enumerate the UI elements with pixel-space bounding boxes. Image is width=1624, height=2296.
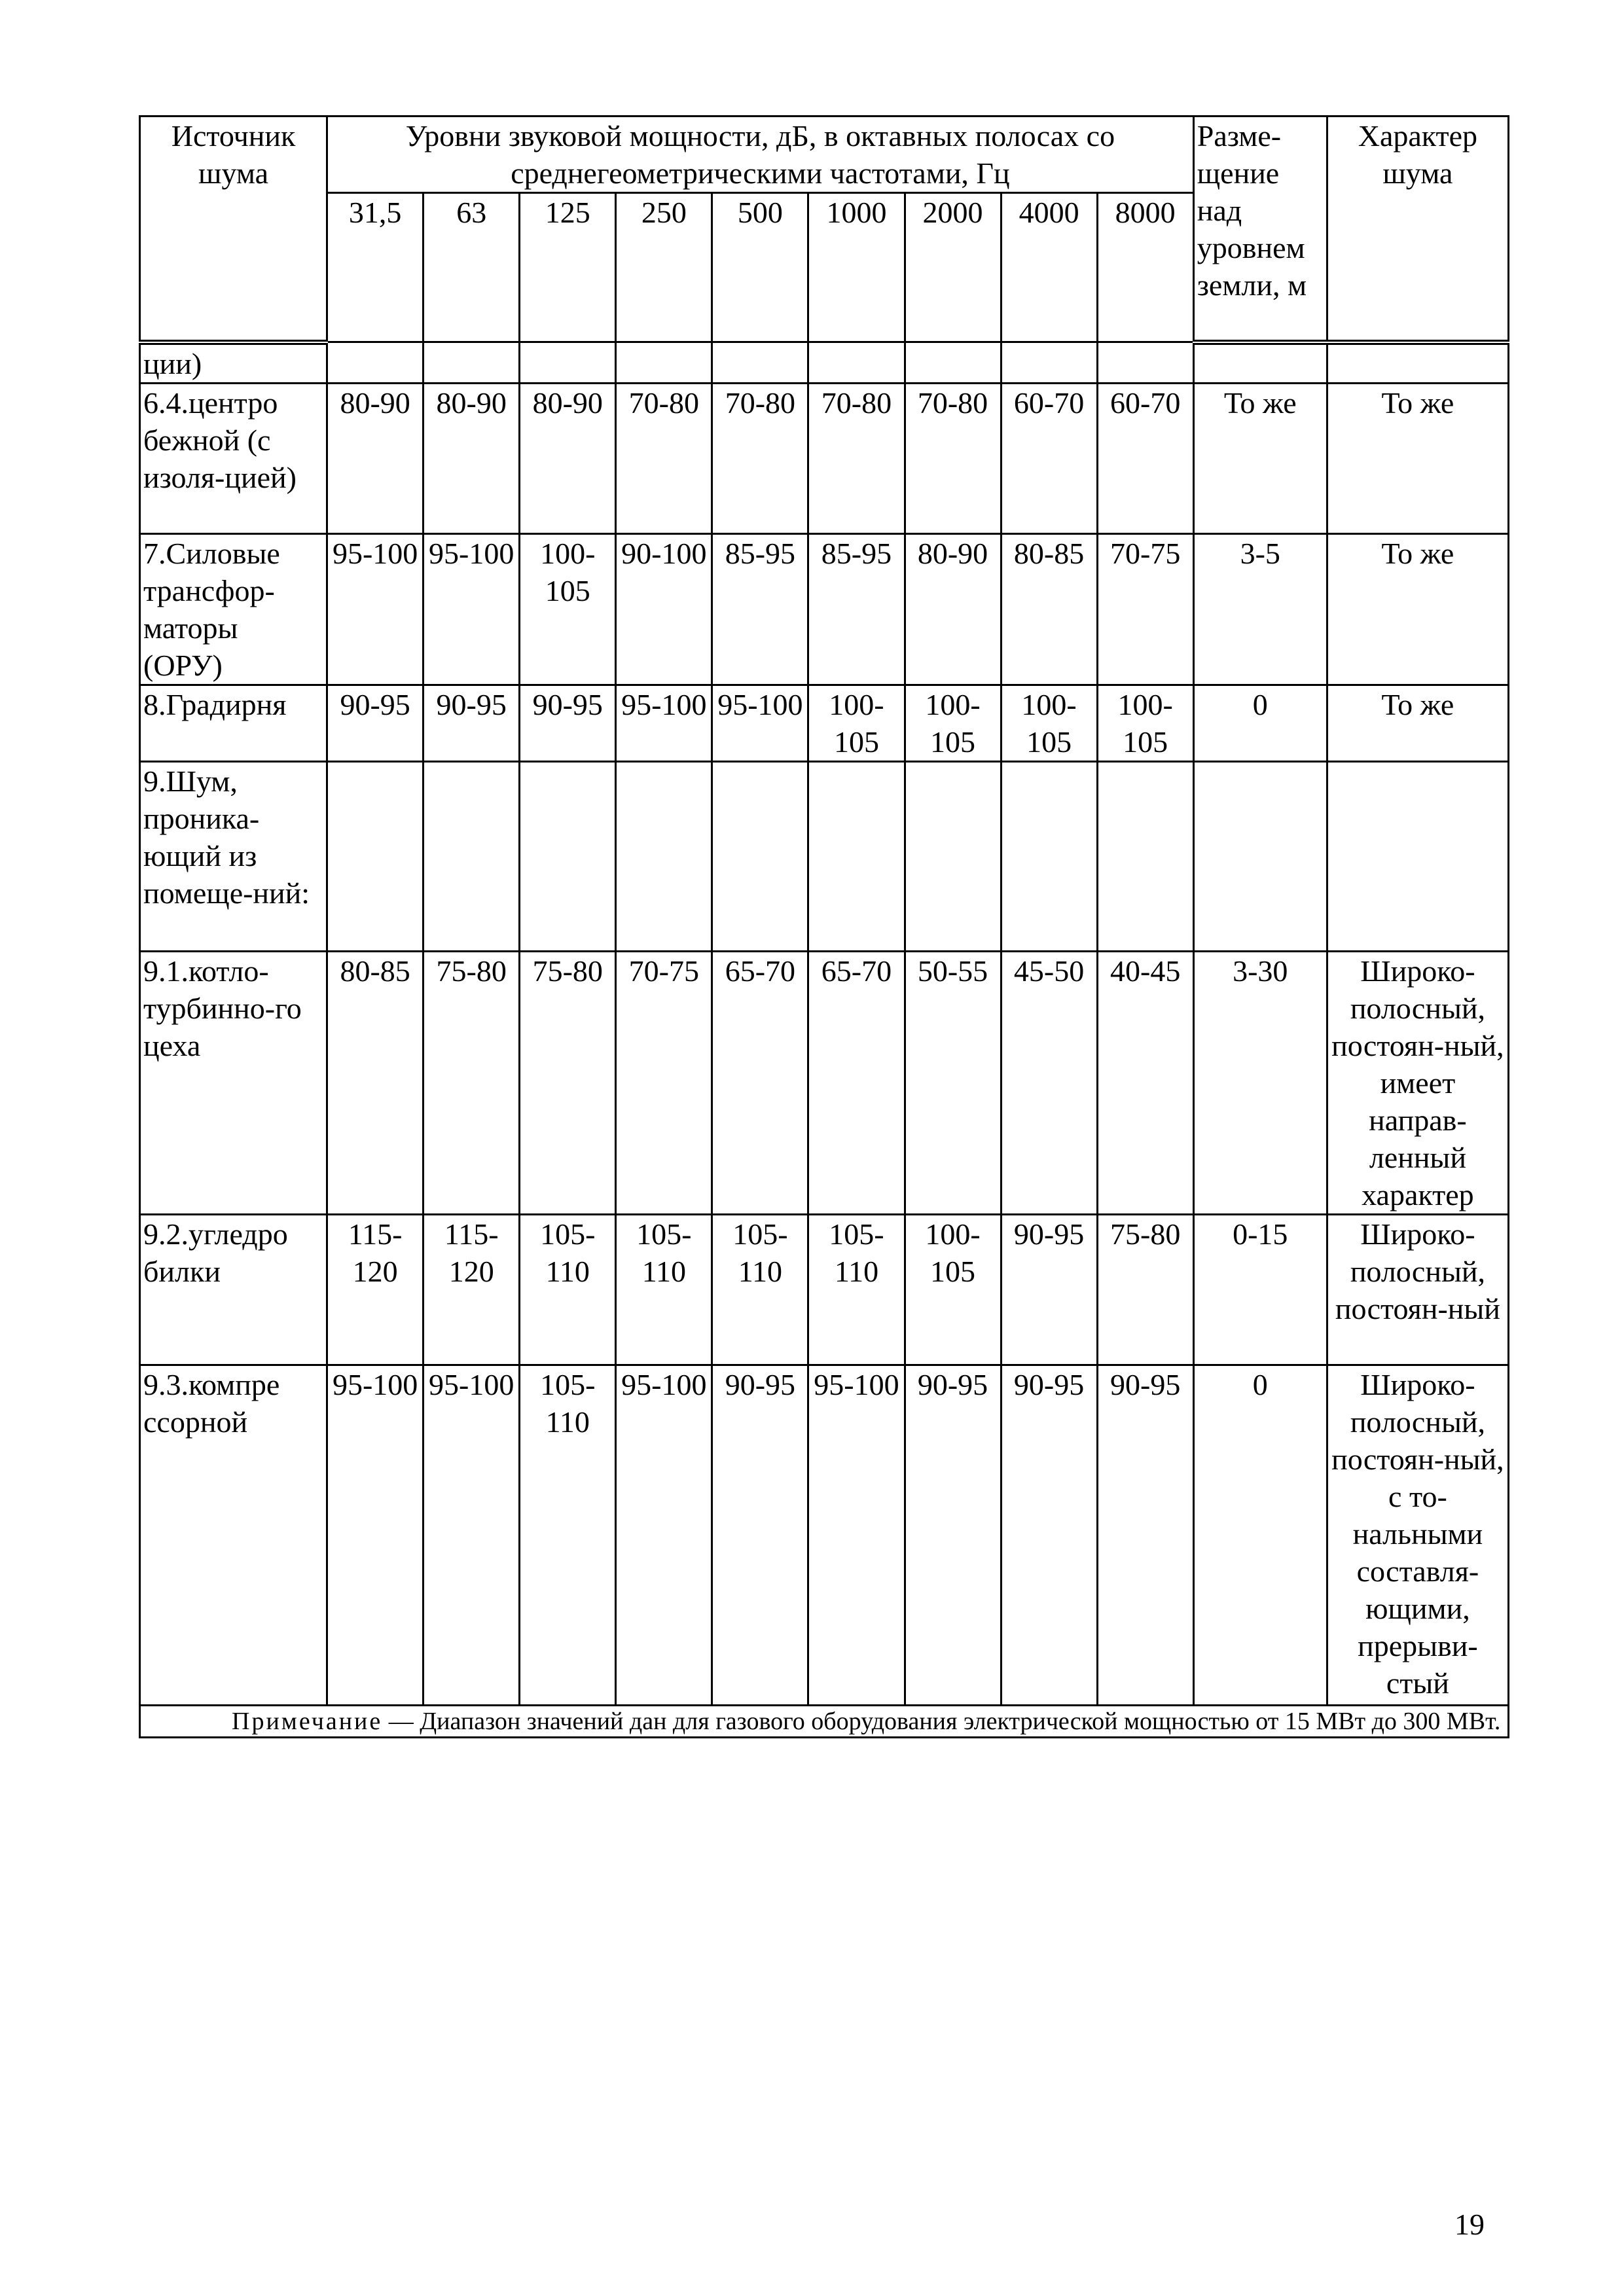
table-row xyxy=(140,1365,1509,1705)
level-cell: 65-70 xyxy=(712,951,808,1214)
level-cell: 70-80 xyxy=(808,383,905,533)
level-cell: 50-55 xyxy=(905,951,1001,1214)
source-cell: 9.Шум, проника-ющий из помеще-ний: xyxy=(140,761,327,951)
level-cell: 80-90 xyxy=(905,533,1001,685)
noise-sources-table xyxy=(139,115,1509,1738)
level-cell: 105-110 xyxy=(520,1214,616,1365)
level-cell: 90-95 xyxy=(327,685,424,761)
level-cell xyxy=(1097,342,1193,384)
level-cell: 70-80 xyxy=(905,383,1001,533)
source-cell: 9.2.угледро билки xyxy=(140,1214,327,1365)
table-row xyxy=(140,342,1509,384)
level-cell: 105-110 xyxy=(808,1214,905,1365)
table-row xyxy=(140,951,1509,1214)
level-cell: 105-110 xyxy=(616,1214,712,1365)
level-cell: 80-90 xyxy=(520,383,616,533)
level-cell xyxy=(808,342,905,384)
header-frequency: 4000 xyxy=(1001,193,1097,342)
character-cell xyxy=(1327,342,1508,384)
level-cell: 80-90 xyxy=(424,383,520,533)
placement-cell: 3-30 xyxy=(1193,951,1327,1214)
placement-cell: То же xyxy=(1193,383,1327,533)
placement-cell xyxy=(1193,761,1327,951)
level-cell xyxy=(1097,761,1193,951)
level-cell: 80-85 xyxy=(327,951,424,1214)
level-cell: 95-100 xyxy=(616,1365,712,1705)
header-frequency: 125 xyxy=(520,193,616,342)
level-cell: 100-105 xyxy=(905,685,1001,761)
level-cell xyxy=(808,761,905,951)
level-cell: 95-100 xyxy=(808,1365,905,1705)
note-text: — Диапазон значений дан для газового оборудования электрической мощностью от 15 МВт до 300 МВт. xyxy=(382,1707,1501,1735)
level-cell: 115-120 xyxy=(327,1214,424,1365)
level-cell: 95-100 xyxy=(424,1365,520,1705)
source-cell: ции) xyxy=(140,342,327,384)
source-cell: 6.4.центро бежной (с изоля-цией) xyxy=(140,383,327,533)
level-cell: 95-100 xyxy=(327,533,424,685)
placement-cell: 3-5 xyxy=(1193,533,1327,685)
level-cell: 75-80 xyxy=(520,951,616,1214)
level-cell: 45-50 xyxy=(1001,951,1097,1214)
level-cell: 90-95 xyxy=(712,1365,808,1705)
level-cell: 90-95 xyxy=(520,685,616,761)
level-cell: 90-95 xyxy=(1001,1214,1097,1365)
character-cell: То же xyxy=(1327,533,1508,685)
level-cell xyxy=(712,342,808,384)
level-cell: 80-90 xyxy=(327,383,424,533)
table-row xyxy=(140,761,1509,951)
level-cell xyxy=(616,761,712,951)
level-cell: 115-120 xyxy=(424,1214,520,1365)
placement-cell: 0-15 xyxy=(1193,1214,1327,1365)
level-cell: 100-105 xyxy=(1001,685,1097,761)
level-cell: 70-75 xyxy=(1097,533,1193,685)
source-cell: 7.Силовые трансфор-маторы (ОРУ) xyxy=(140,533,327,685)
level-cell: 95-100 xyxy=(424,533,520,685)
page-number: 19 xyxy=(1454,2208,1485,2241)
header-source: Источник шума xyxy=(140,117,327,342)
level-cell xyxy=(520,342,616,384)
level-cell: 100-105 xyxy=(905,1214,1001,1365)
header-levels: Уровни звуковой мощности, дБ, в октавных полосах со среднегеометрическими частотами, Гц xyxy=(327,117,1194,193)
level-cell: 95-100 xyxy=(712,685,808,761)
level-cell xyxy=(905,761,1001,951)
note-row xyxy=(140,1705,1509,1737)
level-cell: 40-45 xyxy=(1097,951,1193,1214)
header-frequency: 1000 xyxy=(808,193,905,342)
level-cell: 65-70 xyxy=(808,951,905,1214)
level-cell xyxy=(520,761,616,951)
note-label: Примечание xyxy=(232,1707,383,1735)
table-row xyxy=(140,1214,1509,1365)
level-cell xyxy=(616,342,712,384)
level-cell: 90-100 xyxy=(616,533,712,685)
header-frequency: 63 xyxy=(424,193,520,342)
level-cell: 75-80 xyxy=(1097,1214,1193,1365)
level-cell xyxy=(424,761,520,951)
level-cell: 100-105 xyxy=(1097,685,1193,761)
table-row xyxy=(140,383,1509,533)
header-frequency: 31,5 xyxy=(327,193,424,342)
table-row xyxy=(140,533,1509,685)
table-row xyxy=(140,685,1509,761)
level-cell: 85-95 xyxy=(808,533,905,685)
header-character: Характер шума xyxy=(1327,117,1508,342)
level-cell: 105-110 xyxy=(520,1365,616,1705)
level-cell xyxy=(327,342,424,384)
level-cell xyxy=(1001,761,1097,951)
header-placement: Разме-щение над уровнем земли, м xyxy=(1193,117,1327,342)
level-cell: 60-70 xyxy=(1001,383,1097,533)
level-cell xyxy=(424,342,520,384)
character-cell: Широко-полосный, постоян-ный xyxy=(1327,1214,1508,1365)
level-cell: 95-100 xyxy=(616,685,712,761)
level-cell xyxy=(327,761,424,951)
level-cell: 100-105 xyxy=(808,685,905,761)
level-cell: 70-80 xyxy=(712,383,808,533)
level-cell: 70-75 xyxy=(616,951,712,1214)
level-cell xyxy=(712,761,808,951)
character-cell: Широко-полосный, постоян-ный, имеет направ-ленный характер xyxy=(1327,951,1508,1214)
source-cell: 8.Градирня xyxy=(140,685,327,761)
level-cell xyxy=(905,342,1001,384)
level-cell: 60-70 xyxy=(1097,383,1193,533)
level-cell: 90-95 xyxy=(905,1365,1001,1705)
source-cell: 9.3.компре ссорной xyxy=(140,1365,327,1705)
header-frequency: 500 xyxy=(712,193,808,342)
character-cell: То же xyxy=(1327,685,1508,761)
level-cell: 105-110 xyxy=(712,1214,808,1365)
level-cell: 90-95 xyxy=(1097,1365,1193,1705)
level-cell: 95-100 xyxy=(327,1365,424,1705)
table-note xyxy=(140,1705,1509,1737)
level-cell: 90-95 xyxy=(424,685,520,761)
placement-cell xyxy=(1193,342,1327,384)
source-cell: 9.1.котло-турбинно-го цеха xyxy=(140,951,327,1214)
placement-cell: 0 xyxy=(1193,685,1327,761)
level-cell: 80-85 xyxy=(1001,533,1097,685)
level-cell: 70-80 xyxy=(616,383,712,533)
level-cell xyxy=(1001,342,1097,384)
character-cell: То же xyxy=(1327,383,1508,533)
character-cell: Широко-полосный, постоян-ный, с то-нальными составля-ющими, прерыви-стый xyxy=(1327,1365,1508,1705)
header-frequency: 8000 xyxy=(1097,193,1193,342)
level-cell: 75-80 xyxy=(424,951,520,1214)
level-cell: 90-95 xyxy=(1001,1365,1097,1705)
header-frequency: 2000 xyxy=(905,193,1001,342)
character-cell xyxy=(1327,761,1508,951)
header-frequency: 250 xyxy=(616,193,712,342)
level-cell: 100-105 xyxy=(520,533,616,685)
level-cell: 85-95 xyxy=(712,533,808,685)
placement-cell: 0 xyxy=(1193,1365,1327,1705)
